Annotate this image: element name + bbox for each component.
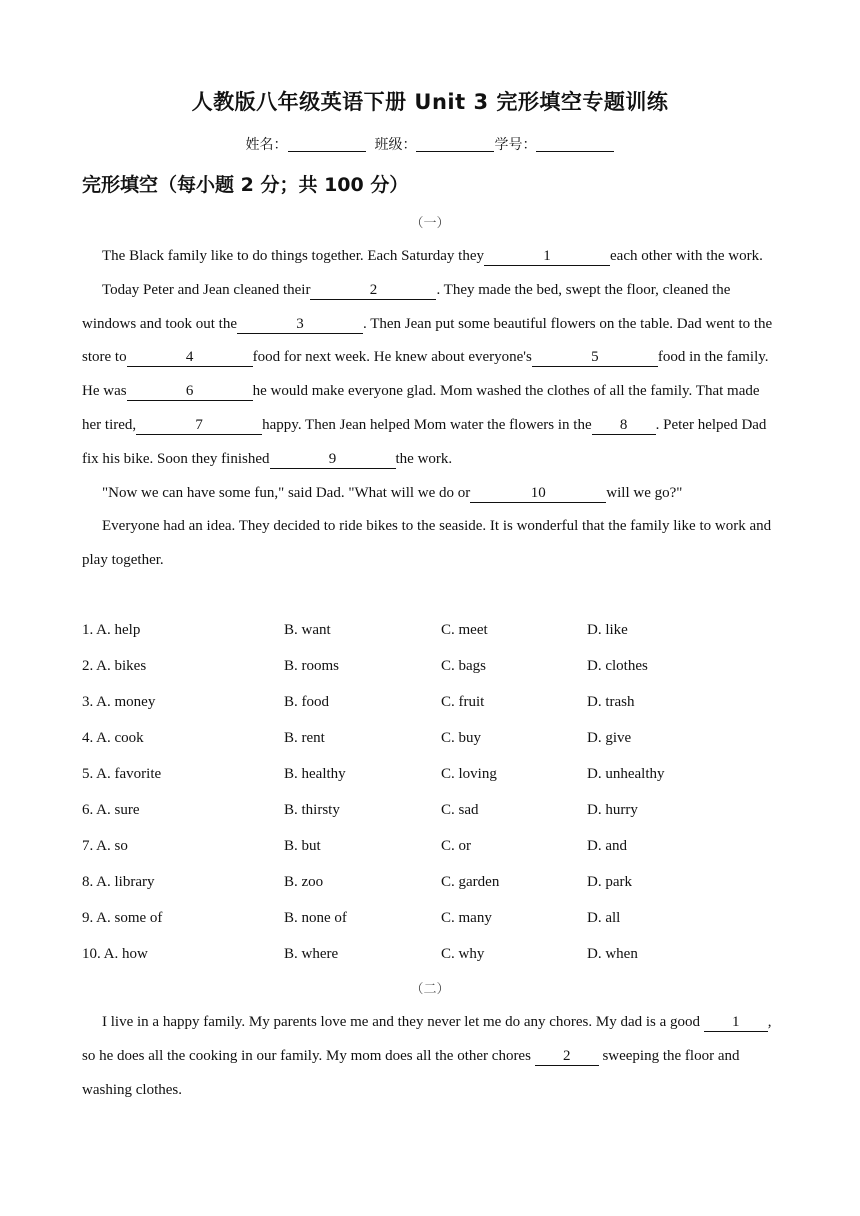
- option-choice[interactable]: C. meet: [441, 622, 488, 638]
- option-choice[interactable]: B. zoo: [284, 874, 324, 890]
- text: "Now we can have some fun," said Dad. "What will we do or: [102, 484, 471, 501]
- option-choice[interactable]: D. and: [587, 838, 627, 854]
- part-two-mark: （二）: [410, 982, 450, 997]
- text: The Black family like to do things together. Each Saturday they: [102, 248, 484, 264]
- number-label: 学号：: [494, 137, 537, 153]
- option-choice[interactable]: 5. A. favorite: [82, 766, 162, 782]
- option-choice[interactable]: 10. A. how: [82, 946, 148, 962]
- option-choice[interactable]: D. trash: [587, 694, 635, 710]
- option-choice[interactable]: B. rooms: [284, 658, 340, 674]
- text: happy. Then Jean helped Mom water the flowers in the: [262, 416, 592, 433]
- passage-one: [82, 240, 779, 578]
- option-choice[interactable]: D. unhealthy: [587, 766, 665, 782]
- option-choice[interactable]: B. thirsty: [284, 802, 340, 818]
- option-choice[interactable]: B. healthy: [284, 766, 346, 782]
- text: will we go?": [606, 484, 683, 501]
- option-choice[interactable]: 4. A. cook: [82, 730, 144, 746]
- option-choice[interactable]: C. many: [441, 910, 492, 926]
- blank-8[interactable]: 8: [592, 416, 656, 435]
- text: Today Peter and Jean cleaned their: [102, 281, 311, 298]
- option-row: [82, 828, 782, 864]
- text: he would make everyone glad. Mom washed the clothes of all the family. That made her tired,: [82, 383, 760, 433]
- class-blank[interactable]: [416, 137, 494, 152]
- text: . They made the bed, swept the floor, cleaned the windows and took out the: [82, 281, 731, 332]
- option-choice[interactable]: C. bags: [441, 658, 486, 674]
- blank-9[interactable]: 9: [270, 450, 396, 469]
- option-row: [82, 900, 782, 936]
- options-list: [82, 612, 782, 972]
- option-row: [82, 792, 782, 828]
- number-blank[interactable]: [536, 137, 614, 152]
- part-one-mark: （一）: [410, 216, 450, 231]
- class-label: 班级：: [374, 137, 417, 153]
- option-choice[interactable]: D. clothes: [587, 658, 648, 674]
- option-choice[interactable]: B. where: [284, 946, 339, 962]
- option-choice[interactable]: 8. A. library: [82, 874, 155, 890]
- text: food for next week. He knew about everyone's: [252, 349, 532, 366]
- text: the work.: [395, 450, 453, 467]
- blank-2-1[interactable]: 1: [704, 1013, 768, 1032]
- option-choice[interactable]: C. sad: [441, 802, 479, 818]
- name-label: 姓名：: [245, 137, 288, 153]
- text: food in the family. He was: [82, 349, 769, 400]
- blank-6[interactable]: 6: [127, 382, 253, 401]
- passage-two: [82, 1006, 779, 1107]
- blank-1[interactable]: 1: [484, 247, 610, 266]
- option-row: [82, 756, 782, 792]
- option-choice[interactable]: C. garden: [441, 874, 500, 890]
- option-row: [82, 936, 782, 972]
- option-choice[interactable]: 2. A. bikes: [82, 658, 147, 674]
- option-choice[interactable]: 9. A. some of: [82, 910, 163, 926]
- option-choice[interactable]: 6. A. sure: [82, 802, 140, 818]
- blank-10[interactable]: 10: [470, 484, 606, 503]
- paragraph-3: [82, 477, 779, 511]
- paragraph-2: [82, 274, 779, 477]
- document-title: 人教版八年级英语下册 Unit 3 完形填空专题训练: [191, 90, 669, 114]
- blank-3[interactable]: 3: [237, 315, 363, 334]
- option-choice[interactable]: D. all: [587, 910, 621, 926]
- paragraph-4: Everyone had an idea. They decided to ride bikes to the seaside. It is wonderful that the family like to work and play together.: [82, 518, 772, 569]
- option-choice[interactable]: C. why: [441, 946, 485, 962]
- text: I live in a happy family. My parents love me and they never let me do any chores. My dad is a good: [102, 1014, 701, 1030]
- option-row: [82, 864, 782, 900]
- option-choice[interactable]: C. loving: [441, 766, 497, 782]
- blank-2-2[interactable]: 2: [535, 1047, 599, 1066]
- paragraph-5: [82, 1006, 779, 1107]
- option-choice[interactable]: B. none of: [284, 910, 347, 926]
- option-choice[interactable]: B. want: [284, 622, 331, 638]
- option-row: [82, 612, 782, 648]
- option-choice[interactable]: D. give: [587, 730, 632, 746]
- option-choice[interactable]: B. but: [284, 838, 321, 854]
- section-title: 完形填空（每小题 2 分；共 100 分）: [82, 174, 409, 196]
- option-choice[interactable]: 1. A. help: [82, 622, 141, 638]
- blank-7[interactable]: 7: [136, 416, 262, 435]
- option-choice[interactable]: D. when: [587, 946, 638, 962]
- option-choice[interactable]: D. like: [587, 622, 628, 638]
- option-choice[interactable]: 7. A. so: [82, 838, 128, 854]
- text: each other with the work.: [610, 248, 763, 264]
- option-choice[interactable]: C. buy: [441, 730, 482, 746]
- name-blank[interactable]: [288, 137, 366, 152]
- option-row: [82, 648, 782, 684]
- student-info-line: [0, 134, 860, 154]
- option-choice[interactable]: D. park: [587, 874, 632, 890]
- blank-4[interactable]: 4: [127, 348, 253, 367]
- option-row: [82, 684, 782, 720]
- option-row: [82, 720, 782, 756]
- option-choice[interactable]: C. or: [441, 838, 471, 854]
- text: , so he does all the cooking in our family. My mom does all the other chores: [82, 1014, 772, 1064]
- text: sweeping the floor and washing clothes.: [82, 1047, 740, 1098]
- text: . Peter helped Dad fix his bike. Soon they finished: [82, 416, 767, 467]
- blank-5[interactable]: 5: [532, 348, 658, 367]
- option-choice[interactable]: C. fruit: [441, 694, 485, 710]
- blank-2[interactable]: 2: [310, 281, 436, 300]
- option-choice[interactable]: 3. A. money: [82, 694, 156, 710]
- text: . Then Jean put some beautiful flowers on the table. Dad went to the store to: [82, 315, 773, 366]
- option-choice[interactable]: D. hurry: [587, 802, 638, 818]
- option-choice[interactable]: B. rent: [284, 730, 325, 746]
- paragraph-1: [82, 240, 779, 274]
- option-choice[interactable]: B. food: [284, 694, 329, 710]
